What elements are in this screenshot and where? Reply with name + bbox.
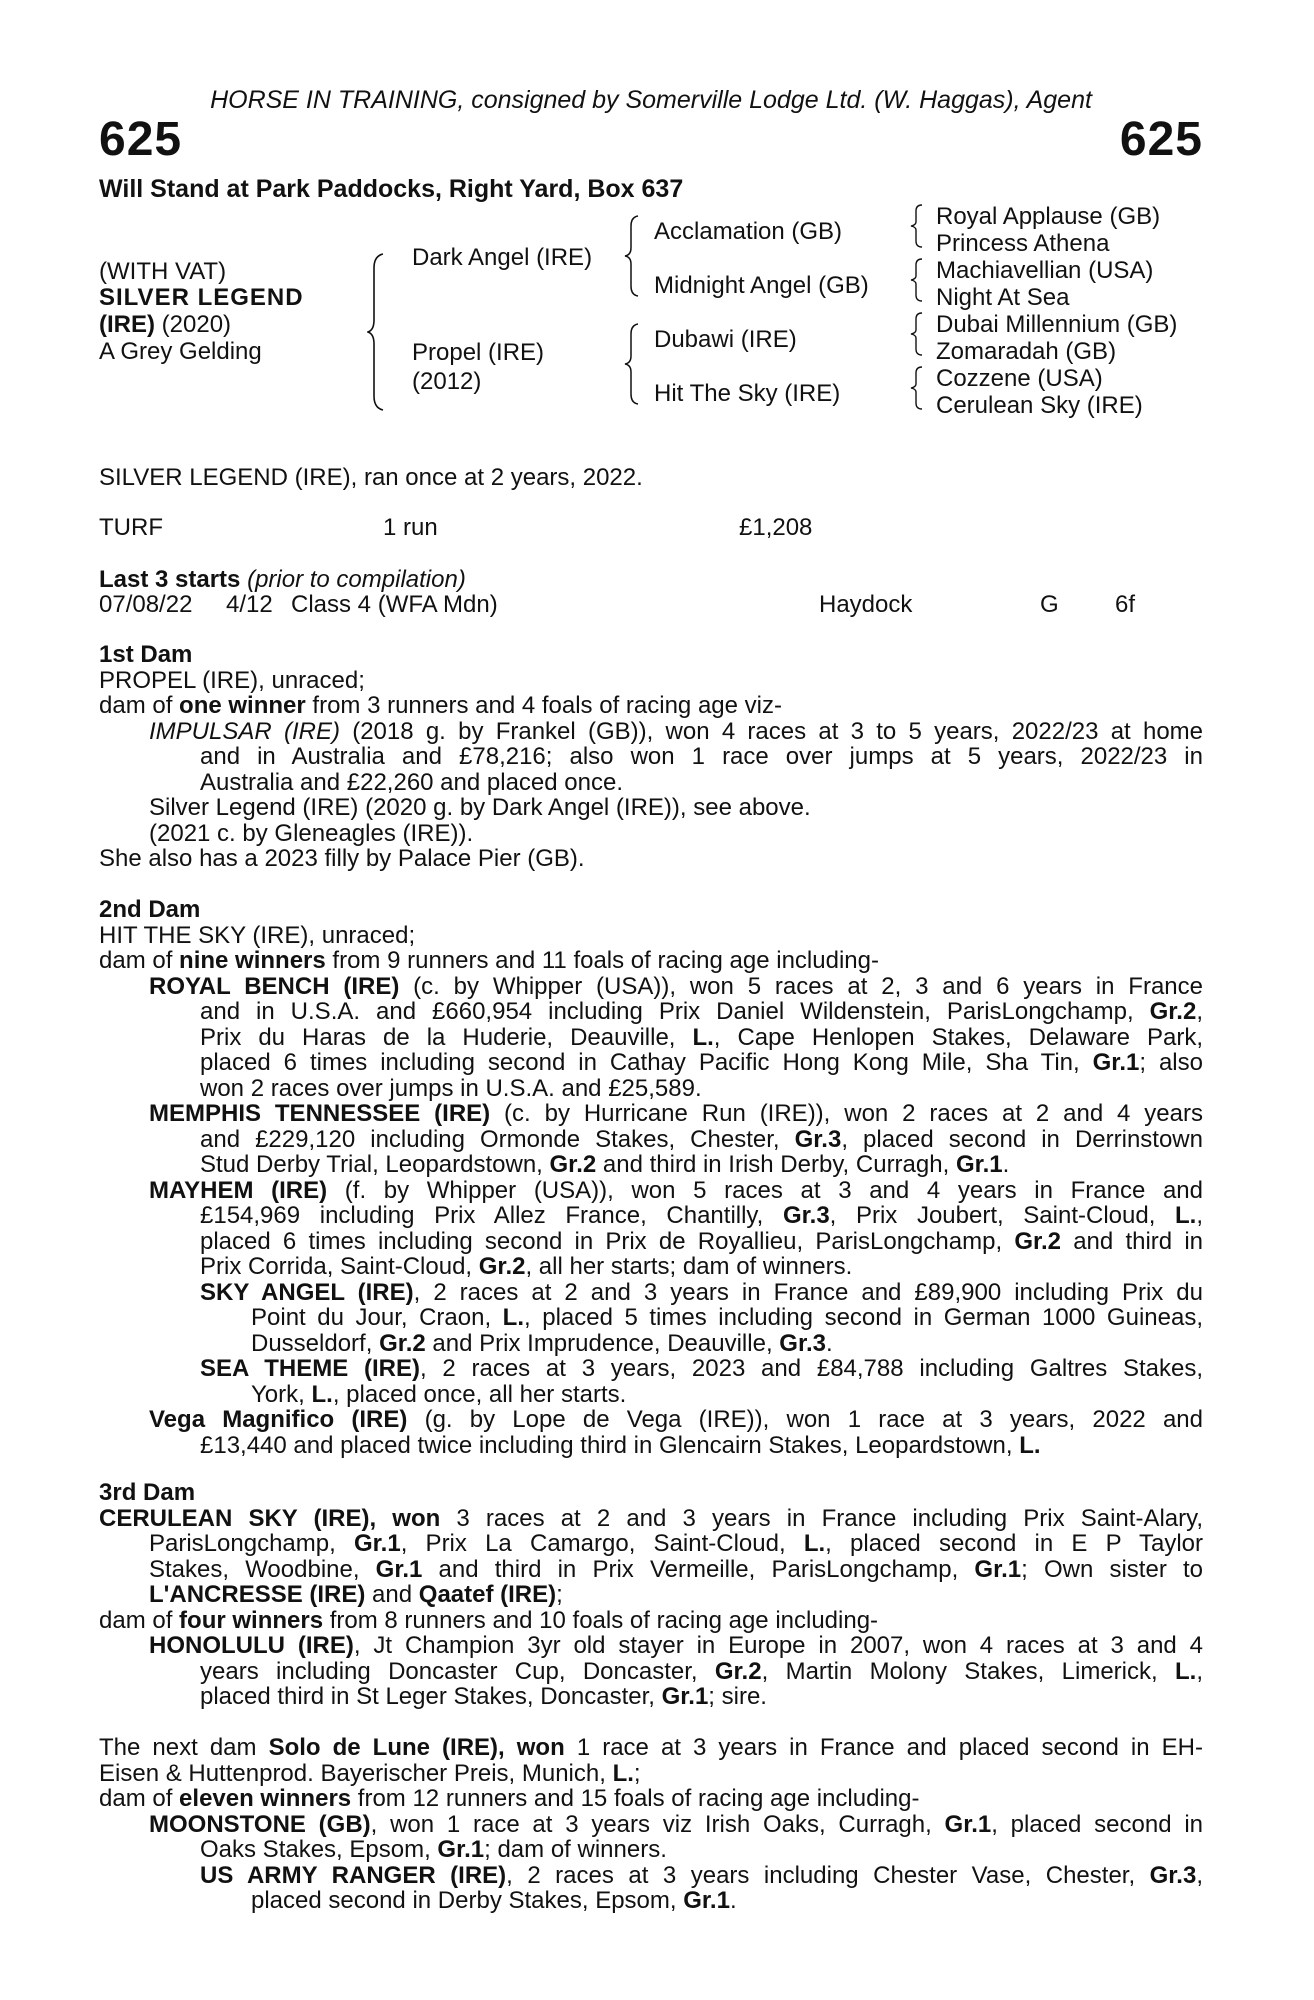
produce-entry-cont: Prix du Haras de la Huderie, Deauville, L., Cape Henlopen Stakes, Delaware Park, (200, 1023, 1203, 1051)
dam-line: CERULEAN SKY (IRE), won 3 races at 2 and 3 years in France including Prix Saint-Alary, (99, 1504, 1204, 1532)
brace-g2 (909, 257, 925, 303)
ggsire-2: Machiavellian (USA) (936, 257, 1154, 284)
dam-name: Propel (IRE) (412, 339, 545, 366)
grandproduce-entry-cont: Dusseldorf, Gr.2 and Prix Imprudence, Deauville, Gr.3. (251, 1329, 833, 1357)
dam-line-cont: Stakes, Woodbine, Gr.1 and third in Prix Vermeille, ParisLongchamp, Gr.1; Own sister to (149, 1555, 1203, 1583)
grandproduce-entry-cont: placed second in Derby Stakes, Epsom, Gr.1. (251, 1887, 737, 1914)
race-summary: SILVER LEGEND (IRE), ran once at 2 years, 2022. (99, 464, 643, 491)
pedigree-brace-main (367, 252, 387, 412)
sire-name: Dark Angel (IRE) (412, 244, 593, 271)
ggdam-4: Cerulean Sky (IRE) (936, 392, 1143, 419)
ggsire-1: Royal Applause (GB) (936, 203, 1161, 230)
dam-dam: Hit The Sky (IRE) (654, 380, 841, 407)
brace-g4 (909, 365, 925, 411)
dam-sire: Dubawi (IRE) (654, 326, 797, 353)
produce-summary: dam of nine winners from 9 runners and 11 foals of racing age including- (99, 947, 879, 974)
grandproduce-entry: US ARMY RANGER (IRE), 2 races at 3 years including Chester Vase, Chester, Gr.3, (200, 1861, 1203, 1889)
produce-entry-cont: and £229,120 including Ormonde Stakes, Chester, Gr.3, placed second in Derrinstown (200, 1125, 1203, 1153)
stand-location: Will Stand at Park Paddocks, Right Yard, Box 637 (99, 175, 684, 203)
last-starts-heading: Last 3 starts (prior to compilation) (99, 566, 466, 593)
horse-description: A Grey Gelding (99, 338, 262, 365)
produce-entry-cont: Prix Corrida, Saint-Cloud, Gr.2, all her starts; dam of winners. (200, 1253, 853, 1280)
produce-entry: IMPULSAR (IRE) (2018 g. by Frankel (GB)), won 4 races at 3 to 5 years, 2022/23 at home (149, 717, 1204, 745)
sire-sire: Acclamation (GB) (654, 218, 843, 245)
produce-entry-cont: and in U.S.A. and £660,954 including Prix Daniel Wildenstein, ParisLongchamp, Gr.2, (200, 998, 1203, 1025)
produce-entry-cont: years including Doncaster Cup, Doncaster, Gr.2, Martin Molony Stakes, Limerick, L., (200, 1657, 1203, 1685)
dam-line-cont: L'ANCRESSE (IRE) and Qaatef (IRE); (149, 1581, 563, 1608)
dam-line: PROPEL (IRE), unraced; (99, 666, 365, 694)
produce-entry: Vega Magnifico (IRE) (g. by Lope de Vega (IRE)), won 1 race at 3 years, 2022 and (149, 1406, 1203, 1433)
produce-entry-cont: Australia and £22,260 and placed once. (200, 768, 623, 796)
vat-status: (WITH VAT) (99, 258, 227, 285)
consignor-header: HORSE IN TRAINING, consigned by Somerville Lodge Ltd. (W. Haggas), Agent (210, 86, 1092, 114)
produce-entry-cont: £13,440 and placed twice including third in Glencairn Stakes, Leopardstown, L. (200, 1431, 1041, 1459)
start-distance: 6f (1115, 591, 1136, 618)
start-position: 4/12 (226, 591, 273, 618)
pedigree-brace-dam (624, 322, 642, 406)
section-heading: 3rd Dam (99, 1479, 196, 1506)
record-surface: TURF (99, 514, 163, 541)
dam-line: HIT THE SKY (IRE), unraced; (99, 921, 416, 949)
produce-entry: ROYAL BENCH (IRE) (c. by Whipper (USA)), won 5 races at 2, 3 and 6 years in France (149, 972, 1203, 1000)
produce-entry-cont: Oaks Stakes, Epsom, Gr.1; dam of winners. (200, 1836, 667, 1863)
produce-entry-cont: Stud Derby Trial, Leopardstown, Gr.2 and third in Irish Derby, Curragh, Gr.1. (200, 1151, 1010, 1178)
produce-entry-cont: placed 6 times including second in Prix de Royallieu, ParisLongchamp, Gr.2 and third in (200, 1227, 1203, 1255)
produce-entry-cont: £154,969 including Prix Allez France, Chantilly, Gr.3, Prix Joubert, Saint-Cloud, L., (200, 1202, 1203, 1229)
produce-entry-cont: placed third in St Leger Stakes, Doncaster, Gr.1; sire. (200, 1683, 767, 1710)
produce-entry: MOONSTONE (GB), won 1 race at 3 years viz Irish Oaks, Curragh, Gr.1, placed second in (149, 1810, 1203, 1838)
produce-entry: MAYHEM (IRE) (f. by Whipper (USA)), won 5 races at 3 and 4 years in France and (149, 1176, 1203, 1204)
horse-origin-year: (IRE) (2020) (99, 311, 232, 338)
dam-line-cont: ParisLongchamp, Gr.1, Prix La Camargo, Saint-Cloud, L., placed second in E P Taylor (149, 1530, 1204, 1557)
section-heading: 1st Dam (99, 641, 193, 668)
produce-entry-cont: and in Australia and £78,216; also won 1 race over jumps at 5 years, 2022/23 in (200, 743, 1203, 770)
grandproduce-entry-cont: Point du Jour, Craon, L., placed 5 times including second in German 1000 Guineas, (251, 1304, 1203, 1331)
ggsire-4: Cozzene (USA) (936, 365, 1103, 392)
brace-g3 (909, 311, 925, 357)
produce-entry: HONOLULU (IRE), Jt Champion 3yr old stayer in Europe in 2007, won 4 races at 3 and 4 (149, 1632, 1203, 1659)
dam-year: (2012) (412, 368, 482, 395)
start-going: G (1040, 591, 1059, 618)
grandproduce-entry: SKY ANGEL (IRE), 2 races at 2 and 3 years in France and £89,900 including Prix du (200, 1278, 1203, 1306)
produce-note: She also has a 2023 filly by Palace Pier (GB). (99, 845, 585, 872)
start-course: Haydock (819, 591, 913, 618)
brace-g1 (909, 203, 925, 249)
grandproduce-entry-cont: York, L., placed once, all her starts. (251, 1380, 627, 1408)
start-date: 07/08/22 (99, 591, 193, 618)
start-race: Class 4 (WFA Mdn) (291, 591, 498, 618)
produce-summary: dam of one winner from 3 runners and 4 foals of racing age viz- (99, 692, 782, 719)
ggsire-3: Dubai Millennium (GB) (936, 311, 1178, 338)
produce-entry: (2021 c. by Gleneagles (IRE)). (149, 819, 474, 847)
produce-entry-cont: placed 6 times including second in Cathay Pacific Hong Kong Mile, Sha Tin, Gr.1; also (200, 1049, 1203, 1076)
record-prize: £1,208 (739, 514, 813, 541)
ggdam-2: Night At Sea (936, 284, 1070, 311)
produce-summary: dam of eleven winners from 12 runners and 15 foals of racing age including- (99, 1785, 920, 1812)
produce-entry-cont: won 2 races over jumps in U.S.A. and £25,589. (200, 1074, 702, 1102)
ggdam-1: Princess Athena (936, 230, 1110, 257)
dam-line-cont: Eisen & Huttenprod. Bayerischer Preis, Munich, L.; (99, 1759, 641, 1787)
second-dam-section (99, 897, 1203, 1458)
pedigree-brace-sire (624, 214, 642, 298)
produce-summary: dam of four winners from 8 runners and 10 foals of racing age including- (99, 1606, 879, 1634)
first-dam-section (99, 642, 1203, 872)
lot-number-right: 625 (1119, 113, 1203, 166)
record-runs: 1 run (383, 514, 438, 541)
produce-entry: Silver Legend (IRE) (2020 g. by Dark Angel (IRE)), see above. (149, 794, 811, 821)
lot-number-left: 625 (99, 113, 183, 166)
next-dam-section (99, 1735, 1203, 1914)
third-dam-section (99, 1480, 1203, 1710)
sire-dam: Midnight Angel (GB) (654, 272, 869, 299)
grandproduce-entry: SEA THEME (IRE), 2 races at 3 years, 2023 and £84,788 including Galtres Stakes, (200, 1355, 1203, 1382)
horse-name: SILVER LEGEND (99, 284, 304, 311)
section-heading: 2nd Dam (99, 896, 201, 923)
ggdam-3: Zomaradah (GB) (936, 338, 1117, 365)
produce-entry: MEMPHIS TENNESSEE (IRE) (c. by Hurricane Run (IRE)), won 2 races at 2 and 4 years (149, 1100, 1203, 1127)
dam-line: The next dam Solo de Lune (IRE), won 1 race at 3 years in France and placed second in EH- (99, 1734, 1203, 1761)
